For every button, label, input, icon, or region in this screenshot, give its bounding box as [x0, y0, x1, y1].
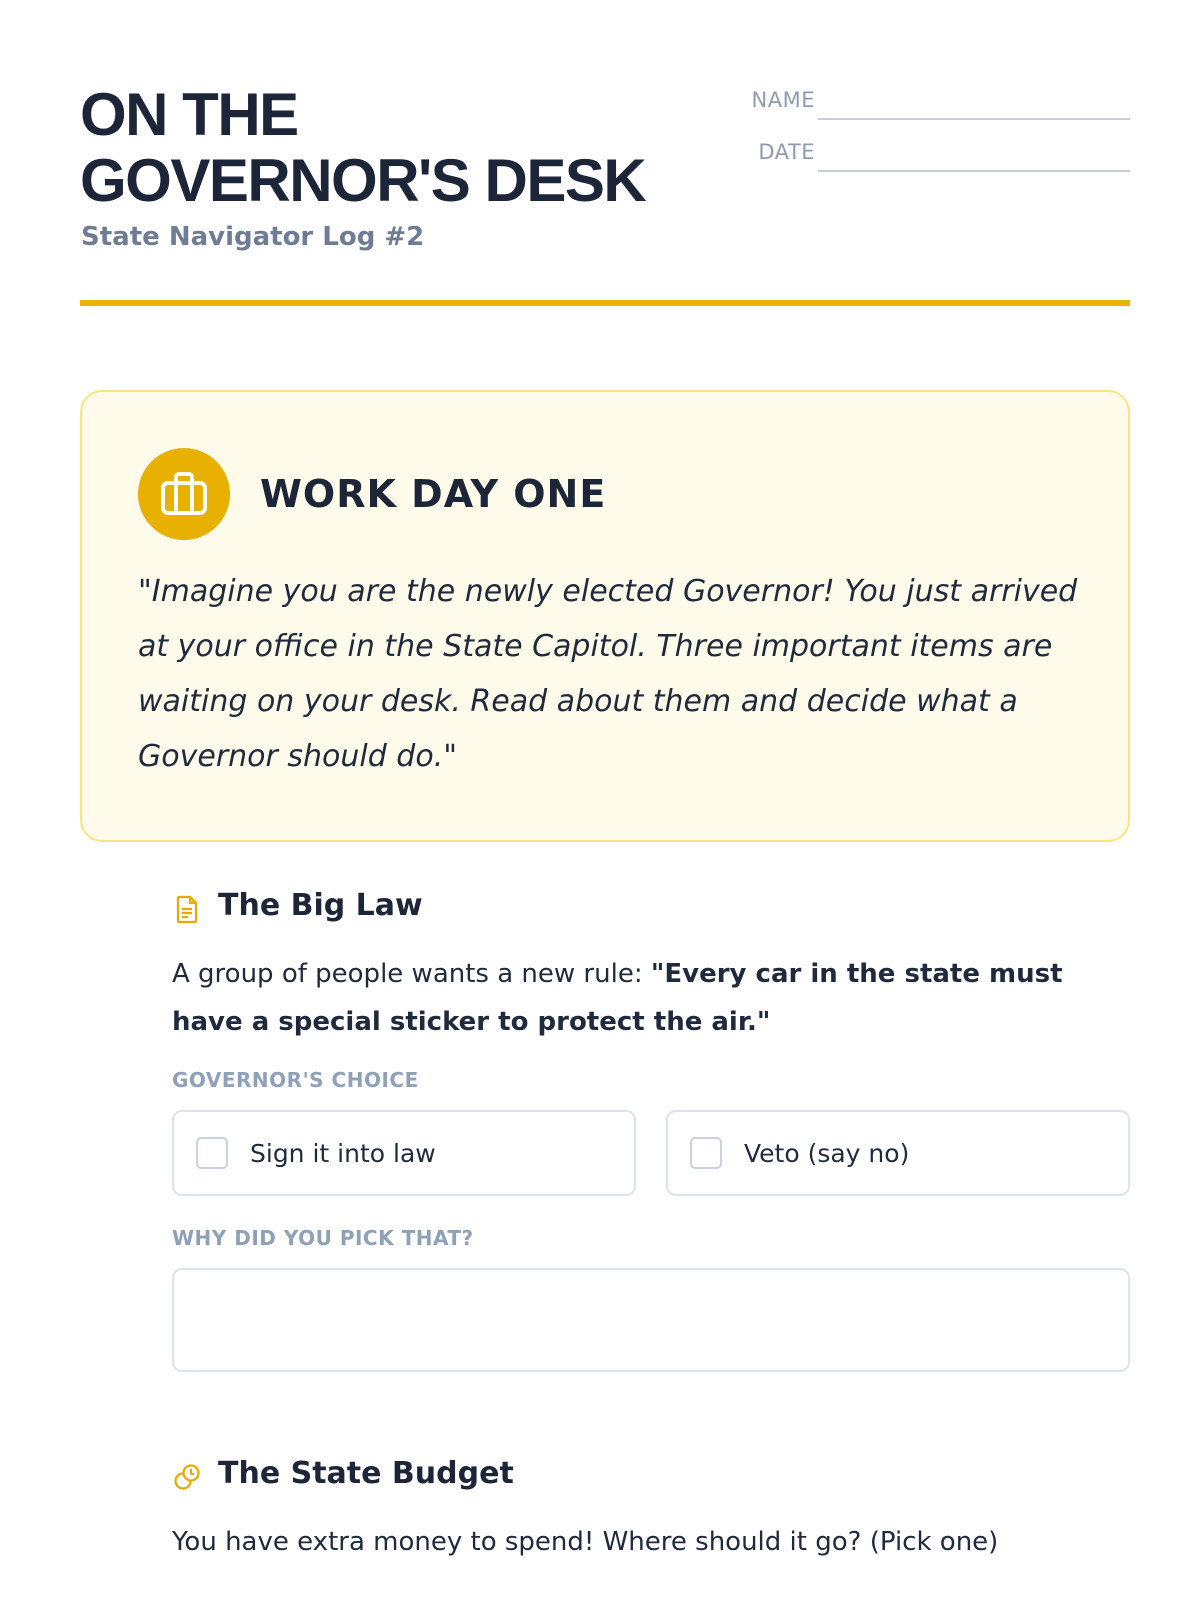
briefcase-icon [158, 468, 210, 520]
coins-icon [172, 1462, 202, 1492]
section-text-intro: A group of people wants a new rule: [172, 959, 651, 989]
sign-checkbox[interactable] [196, 1137, 228, 1169]
section-title: The Big Law [218, 888, 423, 923]
choice-group [172, 1110, 1130, 1196]
intro-text: "Imagine you are the newly elected Governor! You just arrived at your office in the State Capitol. Three important items are waiting on your desk. Read about them and decide what a Governor should do." [138, 574, 1078, 774]
section-budget [172, 1456, 1130, 1566]
veto-checkbox[interactable] [690, 1137, 722, 1169]
intro-title: WORK DAY ONE [260, 472, 607, 516]
choice-label: GOVERNOR'S CHOICE [172, 1068, 419, 1092]
title-line-2: GOVERNOR'S DESK [80, 147, 646, 214]
date-field[interactable] [690, 132, 1130, 172]
page-subtitle: State Navigator Log #2 [81, 222, 425, 252]
intro-card [80, 390, 1130, 842]
why-answer-box[interactable] [172, 1268, 1130, 1372]
option-veto-label: Veto (say no) [744, 1138, 910, 1168]
date-line[interactable] [818, 170, 1130, 172]
why-label: WHY DID YOU PICK THAT? [172, 1226, 474, 1250]
option-veto[interactable] [666, 1110, 1130, 1196]
date-label: DATE [758, 140, 815, 164]
title-line-1: ON THE [80, 81, 298, 148]
section-title: The State Budget [218, 1456, 514, 1491]
section-text-quote: "Every car in the state must have a special sticker to protect the air." [172, 959, 1063, 1037]
briefcase-badge [138, 448, 230, 540]
option-sign-label: Sign it into law [250, 1138, 436, 1168]
name-label: NAME [751, 88, 815, 112]
section-header [172, 1456, 1130, 1496]
name-line[interactable] [818, 118, 1130, 120]
section-header [172, 888, 1130, 928]
section-text: You have extra money to spend! Where should it go? (Pick one) [172, 1527, 999, 1557]
name-field[interactable] [690, 80, 1130, 120]
document-icon [172, 894, 202, 924]
section-big-law [172, 888, 1130, 1372]
option-sign[interactable] [172, 1110, 636, 1196]
section-text [172, 950, 1130, 1046]
page-title [80, 82, 680, 214]
header-divider [80, 300, 1130, 306]
